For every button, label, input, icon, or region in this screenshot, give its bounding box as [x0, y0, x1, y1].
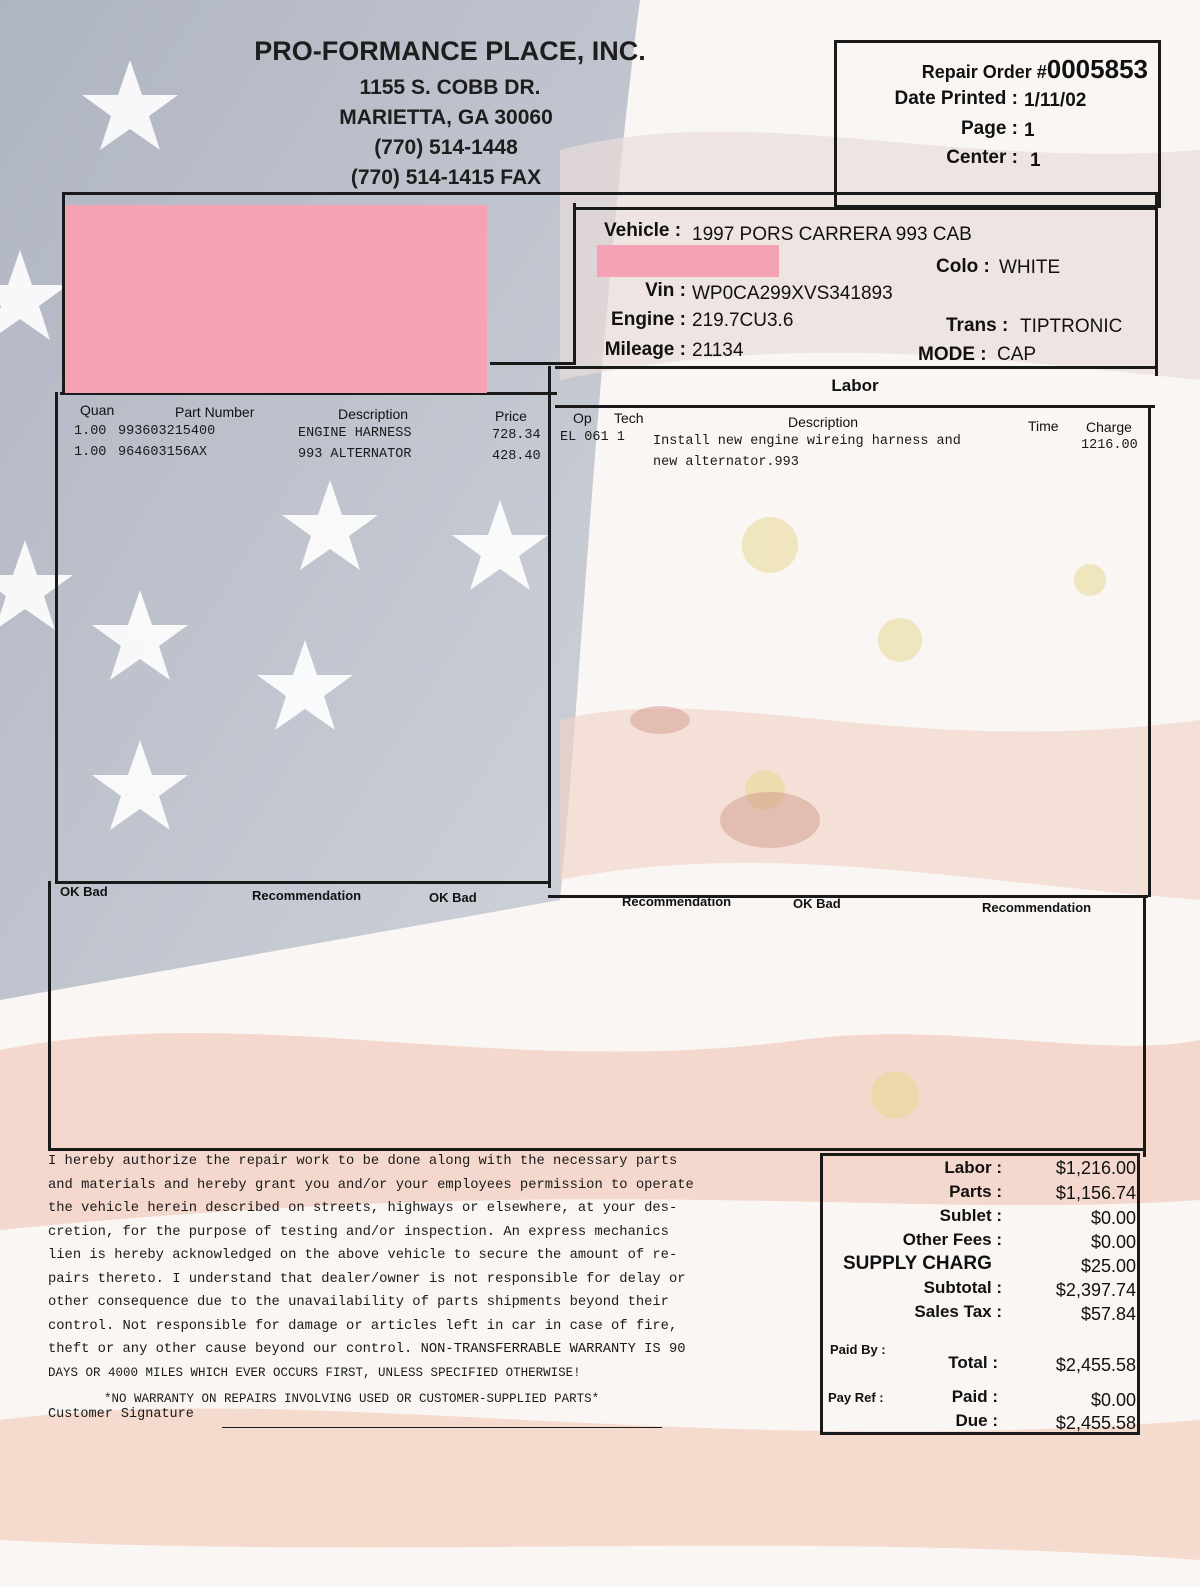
authorization-line: theft or any other cause beyond our control. NON-TRANSFERRABLE WARRANTY IS 90 — [48, 1342, 686, 1357]
date-printed-value: 1/11/02 — [1024, 90, 1087, 111]
sales-tax-label: Sales Tax : — [914, 1302, 1002, 1321]
sublet-label: Sublet : — [939, 1206, 1002, 1225]
labor-right-line — [1148, 405, 1151, 897]
parts-price-header: Price — [495, 408, 527, 424]
sales-tax-value: $57.84 — [1080, 1304, 1136, 1324]
mode-value: CAP — [997, 344, 1037, 365]
pay-ref-label: Pay Ref : — [828, 1390, 884, 1405]
sublet-value: $0.00 — [1090, 1208, 1136, 1228]
recommendation-header-2: Recommendation — [622, 894, 732, 909]
parts-total-label: Parts : — [949, 1182, 1002, 1201]
customer-info-redaction — [65, 205, 487, 393]
vehicle-top-line — [573, 207, 1158, 210]
labor-description-header: Description — [788, 414, 859, 430]
part-number: 964603156AX — [118, 445, 208, 460]
labor-total-label: Labor : — [944, 1158, 1002, 1177]
recommendation-top-line — [55, 881, 549, 884]
other-fees-value: $0.00 — [1090, 1232, 1136, 1252]
parts-description-header: Description — [338, 406, 409, 422]
page-label: Page : — [960, 118, 1018, 139]
mileage-label: Mileage : — [604, 339, 686, 360]
engine-label: Engine : — [611, 309, 686, 330]
authorization-line: DAYS OR 4000 MILES WHICH EVER OCCURS FIRST, UNLESS SPECIFIED OTHERWISE! — [48, 1365, 581, 1380]
table-row — [74, 445, 554, 465]
due-label: Due : — [955, 1411, 998, 1430]
signature-line[interactable] — [222, 1427, 662, 1428]
repair-order-label: Repair Order # — [921, 62, 1047, 82]
authorization-line: control. Not responsible for damage or articles left in car in case of fire, — [48, 1318, 678, 1334]
engine-value: 219.7CU3.6 — [692, 310, 794, 331]
part-price: 428.40 — [492, 449, 541, 464]
authorization-line: other consequence due to the unavailability of parts shipments beyond their — [48, 1295, 669, 1310]
labor-header-line — [555, 405, 1155, 408]
authorization-line: pairs thereto. I understand that dealer/owner is not responsible for delay or — [48, 1271, 686, 1287]
supply-charge-label: SUPPLY CHARG — [843, 1253, 992, 1274]
authorization-line: I hereby authorize the repair work to be done along with the necessary parts — [48, 1154, 678, 1169]
authorization-line: lien is hereby acknowledged on the above vehicle to secure the amount of re- — [48, 1248, 678, 1263]
warranty-note: *NO WARRANTY ON REPAIRS INVOLVING USED OR CUSTOMER-SUPPLIED PARTS* — [104, 1392, 600, 1406]
shop-fax: (770) 514-1415 FAX — [350, 166, 542, 189]
parts-total-value: $1,156.74 — [1055, 1183, 1136, 1203]
recommendation-right-line — [1143, 895, 1146, 1157]
customer-bottom-line — [490, 362, 576, 365]
frame-right-line — [1155, 192, 1158, 376]
paid-label: Paid : — [951, 1387, 998, 1406]
trans-value: TIPTRONIC — [1020, 316, 1123, 337]
vehicle-owner-redaction — [597, 245, 779, 277]
mileage-value: 21134 — [692, 340, 744, 361]
trans-label: Trans : — [946, 315, 1009, 336]
labor-title-top-line — [555, 366, 1155, 369]
vehicle-value: 1997 PORS CARRERA 993 CAB — [692, 224, 972, 245]
labor-op-header: Op — [573, 410, 592, 426]
labor-charge: 1216.00 — [1081, 438, 1138, 453]
vin-value: WP0CA299XVS341893 — [692, 283, 893, 304]
signature-label: Customer Signature — [48, 1407, 194, 1422]
due-value: $2,455.58 — [1055, 1413, 1136, 1433]
supply-charge-value: $25.00 — [1080, 1256, 1136, 1276]
part-description: 993 ALTERNATOR — [298, 447, 412, 462]
paid-by-label: Paid By : — [830, 1342, 886, 1357]
color-value: WHITE — [999, 257, 1061, 278]
parts-left-line — [55, 392, 58, 884]
labor-title: Labor — [831, 376, 879, 395]
authorization-line: the vehicle herein described on streets, highways or elsewhere, at your des- — [48, 1201, 678, 1216]
recommendation-header-1: Recommendation — [252, 888, 362, 903]
subtotal-value: $2,397.74 — [1055, 1280, 1136, 1300]
authorization-line: and materials and hereby grant you and/or your employees permission to operate — [48, 1177, 694, 1193]
labor-tech-header: Tech — [614, 410, 644, 426]
subtotal-label: Subtotal : — [923, 1278, 1002, 1297]
total-label: Total : — [948, 1353, 998, 1372]
other-fees-label: Other Fees : — [902, 1230, 1002, 1249]
repair-order-value: 0005853 — [1046, 54, 1148, 84]
page-value: 1 — [1024, 120, 1035, 141]
authorization-line: cretion, for the purpose of testing and/or inspection. An express mechanics — [48, 1224, 669, 1240]
part-description: ENGINE HARNESS — [298, 426, 412, 441]
authorization-text — [48, 1150, 808, 1385]
repair-order-number — [848, 54, 1148, 85]
recommendation-left-line — [48, 881, 51, 1151]
vehicle-label: Vehicle : — [604, 220, 682, 241]
labor-description-line2: new alternator.993 — [653, 455, 799, 470]
frame-top-line — [62, 192, 1158, 195]
ok-bad-header-3: OK Bad — [793, 896, 841, 911]
shop-address-line1: 1155 S. COBB DR. — [359, 76, 541, 99]
parts-quan-header: Quan — [80, 402, 115, 418]
part-price: 728.34 — [492, 428, 541, 443]
date-printed-label: Date Printed : — [894, 88, 1018, 109]
total-value: $2,455.58 — [1055, 1355, 1136, 1375]
frame-mid-line — [573, 203, 576, 365]
labor-description-line1: Install new engine wireing harness and — [653, 434, 961, 449]
color-label: Colo : — [936, 256, 990, 277]
table-row — [74, 424, 554, 444]
labor-charge-header: Charge — [1086, 419, 1132, 435]
labor-op-tech: EL 061 1 — [560, 430, 625, 445]
center-value: 1 — [1030, 150, 1041, 171]
parts-part-number-header: Part Number — [175, 404, 255, 420]
labor-time-header: Time — [1028, 418, 1059, 434]
paid-value: $0.00 — [1090, 1390, 1136, 1410]
center-label: Center : — [946, 147, 1018, 168]
ok-bad-header-1: OK Bad — [60, 884, 108, 899]
part-quan: 1.00 — [74, 445, 107, 460]
shop-address-line2: MARIETTA, GA 30060 — [339, 106, 553, 129]
labor-total-value: $1,216.00 — [1055, 1158, 1136, 1178]
recommendation-header-3: Recommendation — [982, 900, 1092, 915]
part-number: 993603215400 — [118, 424, 216, 439]
mode-label: MODE : — [918, 344, 987, 365]
vin-label: Vin : — [645, 280, 686, 301]
shop-name: PRO-FORMANCE PLACE, INC. — [254, 36, 646, 66]
ok-bad-header-2: OK Bad — [429, 890, 477, 905]
part-quan: 1.00 — [74, 424, 107, 439]
shop-phone: (770) 514-1448 — [374, 136, 518, 159]
